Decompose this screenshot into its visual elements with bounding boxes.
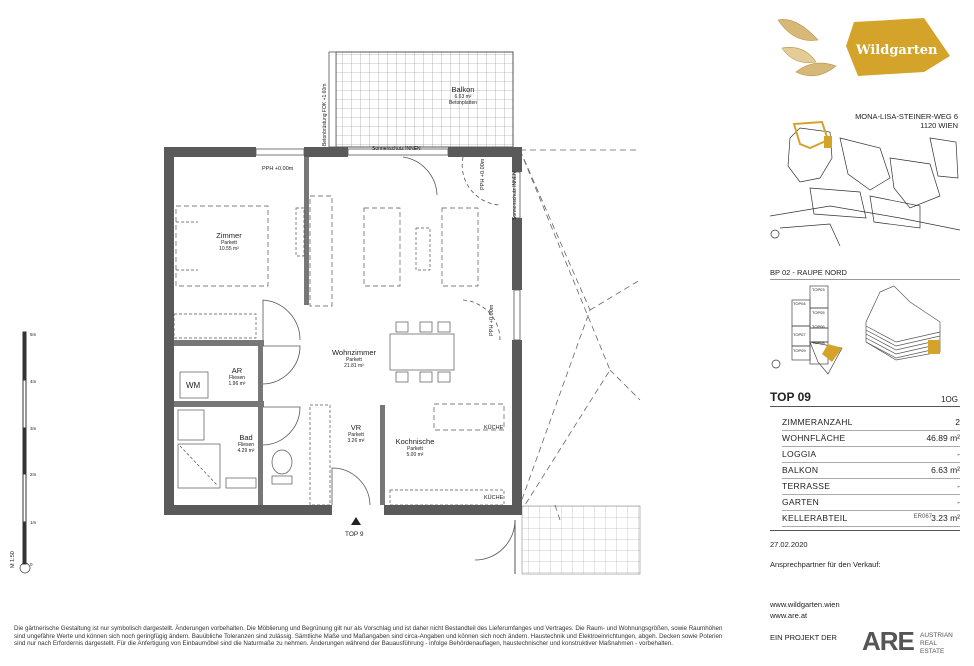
property-row <box>782 446 960 463</box>
property-label: WOHNFLÄCHE <box>782 433 846 443</box>
kueche-label-2: KÜCHE <box>484 495 504 501</box>
property-row <box>782 430 960 447</box>
room-floor: Betonplatten <box>448 100 478 106</box>
doors <box>263 157 515 560</box>
property-label: TERRASSE <box>782 481 831 491</box>
unit-label: TOP05 <box>812 310 825 315</box>
divider <box>770 530 960 531</box>
property-label: BALKON <box>782 465 819 475</box>
sonnenschutz-side: Sonnenschutz INNEN <box>512 171 518 220</box>
property-label: ZIMMERANZAHL <box>782 417 853 427</box>
room-zimmer <box>206 232 252 252</box>
room-wohnzimmer <box>325 349 383 369</box>
property-row <box>782 414 960 431</box>
scale-tick-4: 4m <box>30 379 37 384</box>
site-map <box>770 118 960 248</box>
website-2[interactable]: www.are.at <box>770 611 808 620</box>
scale-tick-2: 2m <box>30 472 37 477</box>
date: 27.02.2020 <box>770 540 808 549</box>
room-floor: Parkett <box>348 432 364 438</box>
website-1[interactable]: www.wildgarten.wien <box>770 600 840 609</box>
terrace-tiles <box>522 506 640 574</box>
leaf-icon <box>778 19 818 40</box>
room-name: Bad <box>239 433 253 442</box>
room-floor: Fliesen <box>228 375 246 381</box>
room-area: 6.63 m² <box>454 94 472 100</box>
scale-tick-3: 3m <box>30 426 37 431</box>
are-logo-letters: ARE <box>862 626 914 656</box>
kueche-label-1: KÜCHE <box>484 425 504 431</box>
room-balkon <box>440 86 486 106</box>
room-floor: Fliesen <box>237 442 255 448</box>
property-code: ER067 <box>913 514 932 520</box>
room-area: 10.55 m² <box>219 246 239 252</box>
unit-label: TOP03 <box>812 287 825 292</box>
contact-label: Ansprechpartner für den Verkauf: <box>770 560 881 569</box>
leaf-icon <box>796 63 836 76</box>
facade-projection <box>520 150 640 520</box>
room-area: 5.00 m² <box>406 452 424 458</box>
balcony <box>336 52 513 147</box>
unit-label: TOP08 <box>812 340 825 345</box>
project-by-label: EIN PROJEKT DER <box>770 633 837 642</box>
property-label: KELLERABTEIL <box>782 513 848 523</box>
divider <box>770 279 960 280</box>
room-area: 1.96 m² <box>228 381 246 387</box>
property-row <box>782 462 960 479</box>
scale-bar <box>20 332 30 573</box>
room-floor: Parkett <box>346 357 362 363</box>
entrance-label: TOP 9 <box>345 531 364 538</box>
property-value: 3.23 m² <box>931 513 960 523</box>
divider <box>770 406 960 407</box>
site-highlight <box>794 122 828 148</box>
pph-side-2: PPH +0.00m <box>489 304 495 336</box>
unit-label: TOP09 <box>793 348 806 353</box>
scale-label: M 1:50 <box>10 551 16 568</box>
wm-label: WM <box>186 381 201 390</box>
unit-label: TOP06 <box>812 324 825 329</box>
entrance-arrow <box>351 517 361 525</box>
room-name: Wohnzimmer <box>331 348 377 357</box>
sonnenschutz-top: Sonnenschutz INNEN <box>372 146 421 152</box>
property-row <box>782 478 960 495</box>
balcony-railing <box>329 52 336 147</box>
property-row <box>782 494 960 511</box>
are-logo-line-2: REAL <box>920 640 937 647</box>
property-value: 2 <box>955 417 960 427</box>
room-floor: Parkett <box>221 240 237 246</box>
property-label: GARTEN <box>782 497 820 507</box>
brand-logo-text: Wildgarten <box>856 43 938 58</box>
address-line-2: 1120 WIEN <box>920 121 958 130</box>
railing-label: Betonbrüstung FOK +1.60m <box>322 83 328 146</box>
top-floor: 1OG <box>941 395 958 404</box>
unit-label: TOP04 <box>793 301 806 306</box>
room-name: VR <box>350 423 362 432</box>
room-kochnische <box>390 438 440 458</box>
room-vr <box>338 424 374 444</box>
unit-label: TOP07 <box>793 332 806 337</box>
room-area: 21.81 m² <box>344 363 364 369</box>
top-title: TOP 09 <box>770 390 811 404</box>
room-name: Zimmer <box>216 231 242 240</box>
are-logo-line-3: ESTATE <box>920 648 945 655</box>
scale-tick-1: 1m <box>30 520 37 525</box>
scale-tick-0: 0 <box>30 562 33 567</box>
address-line-1: MONA-LISA-STEINER-WEG 6 <box>855 112 958 121</box>
room-ar <box>222 367 252 387</box>
leaf-icon <box>782 47 816 62</box>
room-floor: Parkett <box>407 446 423 452</box>
property-value: - <box>957 481 960 491</box>
property-value: - <box>957 497 960 507</box>
walls <box>164 147 522 515</box>
are-logo-line-1: AUSTRIAN <box>920 632 953 639</box>
property-value: 46.89 m² <box>926 433 960 443</box>
disclaimer: Die gärtnerische Gestaltung ist nur symbolisch dargestellt. Änderungen vorbehalten. Die Möblierung und Begrünung gilt nur als Vorschlag und ist daher nicht Bestandteil des Lieferumfanges und Vertrages. Die Raum- und Wohnungsgrößen, sowie Raumhöhen sind ungefähre Werte und können sich noch geringfügig ändern. Bauübliche Toleranzen sind zulässig. Sämtliche Maße und Maßangaben sind circa-Angaben und können sich noch ändern. Haustechnik und Elektroeinrichtungen, abgeh. Decken sowie Poterien sind nur nach Erfordernis dargestellt. Für die Anfertigung von Einbaumöbel sind die Naturmaße zu nehmen. Änderungen während der Bauausführung - infolge Behördenauflagen, haustechnischer und konstruktiver Maßnahmen - vorbehalten. <box>14 625 723 648</box>
scale-tick-5: 5m <box>30 332 37 337</box>
room-name: Kochnische <box>395 437 435 446</box>
property-value: 6.63 m² <box>931 465 960 475</box>
pph-zimmer: PPH +0.00m <box>262 166 294 172</box>
building-label: BP 02 - RAUPE NORD <box>770 268 847 277</box>
room-area: 3.26 m² <box>347 438 365 444</box>
room-name: Balkon <box>451 85 475 94</box>
pph-side-1: PPH +0.00m <box>480 158 486 190</box>
room-name: AR <box>231 366 243 375</box>
property-row <box>782 510 960 527</box>
property-label: LOGGIA <box>782 449 817 459</box>
room-area: 4.29 m² <box>237 448 255 454</box>
property-value: - <box>957 449 960 459</box>
room-bad <box>226 434 266 454</box>
